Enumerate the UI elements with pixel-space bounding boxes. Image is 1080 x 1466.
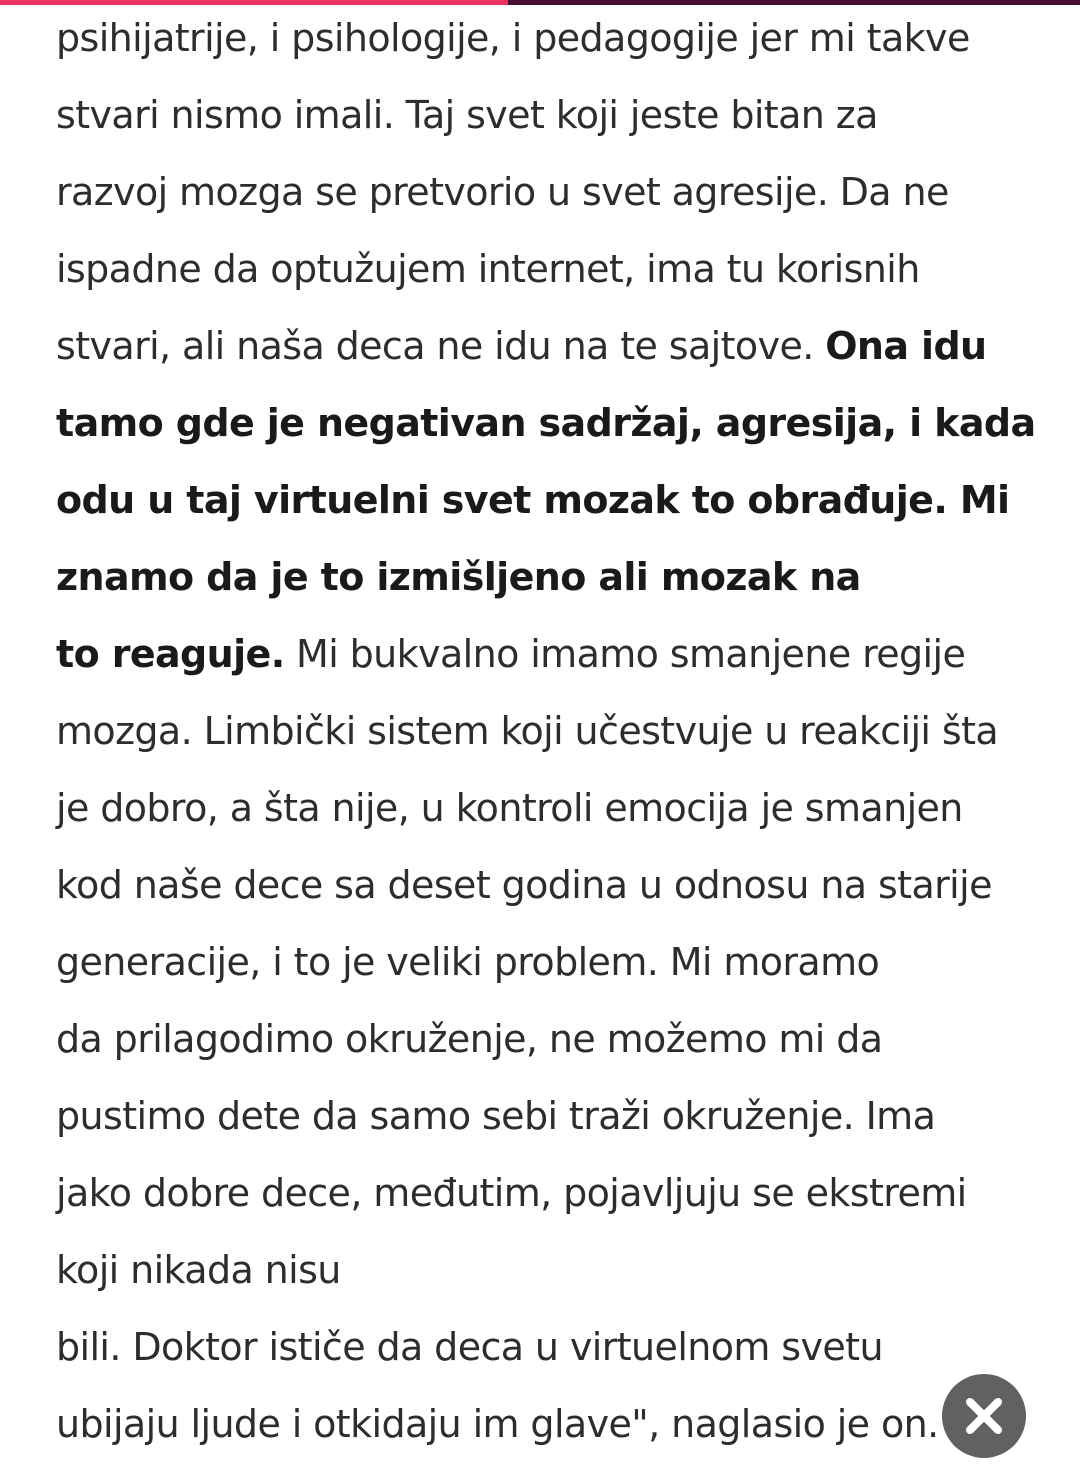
article-line bbox=[56, 1155, 1036, 1232]
text: ubijaju ljude i otkidaju im glave", naglasio je on. bbox=[56, 1402, 939, 1446]
article-line bbox=[56, 847, 1036, 924]
article-line bbox=[56, 1386, 1036, 1463]
article-line bbox=[56, 308, 1036, 385]
close-icon bbox=[962, 1394, 1006, 1438]
article-line bbox=[56, 231, 1036, 308]
bold-text: to reaguje. bbox=[56, 632, 285, 676]
article-body bbox=[56, 0, 1036, 1463]
text: koji nikada nisu bbox=[56, 1248, 341, 1292]
article-line bbox=[56, 0, 1036, 77]
article-line bbox=[56, 77, 1036, 154]
bold-text: odu u taj virtuelni svet mozak to obrađuje. Mi bbox=[56, 478, 1010, 522]
article-line bbox=[56, 770, 1036, 847]
bold-text: tamo gde je negativan sadržaj, agresija, i kada bbox=[56, 401, 1036, 445]
text: ispadne da optužujem internet, ima tu korisnih bbox=[56, 247, 920, 291]
article-line bbox=[56, 693, 1036, 770]
article-line bbox=[56, 1001, 1036, 1078]
bold-text: Ona idu bbox=[825, 324, 987, 368]
text: mozga. Limbički sistem koji učestvuje u reakciji šta bbox=[56, 709, 999, 753]
text: jako dobre dece, međutim, pojavljuju se ekstremi bbox=[56, 1171, 967, 1215]
text: pustimo dete da samo sebi traži okruženje. Ima bbox=[56, 1094, 936, 1138]
text: da prilagodimo okruženje, ne možemo mi da bbox=[56, 1017, 883, 1061]
article-line bbox=[56, 1309, 1036, 1386]
text: generacije, i to je veliki problem. Mi moramo bbox=[56, 940, 880, 984]
text: stvari nismo imali. Taj svet koji jeste bitan za bbox=[56, 93, 878, 137]
bold-text: znamo da je to izmišljeno ali mozak na bbox=[56, 555, 861, 599]
text: je dobro, a šta nije, u kontroli emocija je smanjen bbox=[56, 786, 963, 830]
text: Mi bukvalno imamo smanjene regije bbox=[284, 632, 966, 676]
article-line bbox=[56, 1078, 1036, 1155]
text: stvari, ali naša deca ne idu na te sajtove. bbox=[56, 324, 826, 368]
close-overlay-button[interactable] bbox=[942, 1374, 1026, 1458]
article-line bbox=[56, 154, 1036, 231]
article-line bbox=[56, 462, 1036, 539]
text: razvoj mozga se pretvorio u svet agresije. Da ne bbox=[56, 170, 949, 214]
article-line bbox=[56, 539, 1036, 616]
article-line bbox=[56, 924, 1036, 1001]
article-line bbox=[56, 385, 1036, 462]
text: bili. Doktor ističe da deca u virtuelnom svetu bbox=[56, 1325, 883, 1369]
text: psihijatrije, i psihologije, i pedagogije jer mi takve bbox=[56, 16, 970, 60]
text: kod naše dece sa deset godina u odnosu na starije bbox=[56, 863, 992, 907]
article-line bbox=[56, 1232, 1036, 1309]
article-line bbox=[56, 616, 1036, 693]
